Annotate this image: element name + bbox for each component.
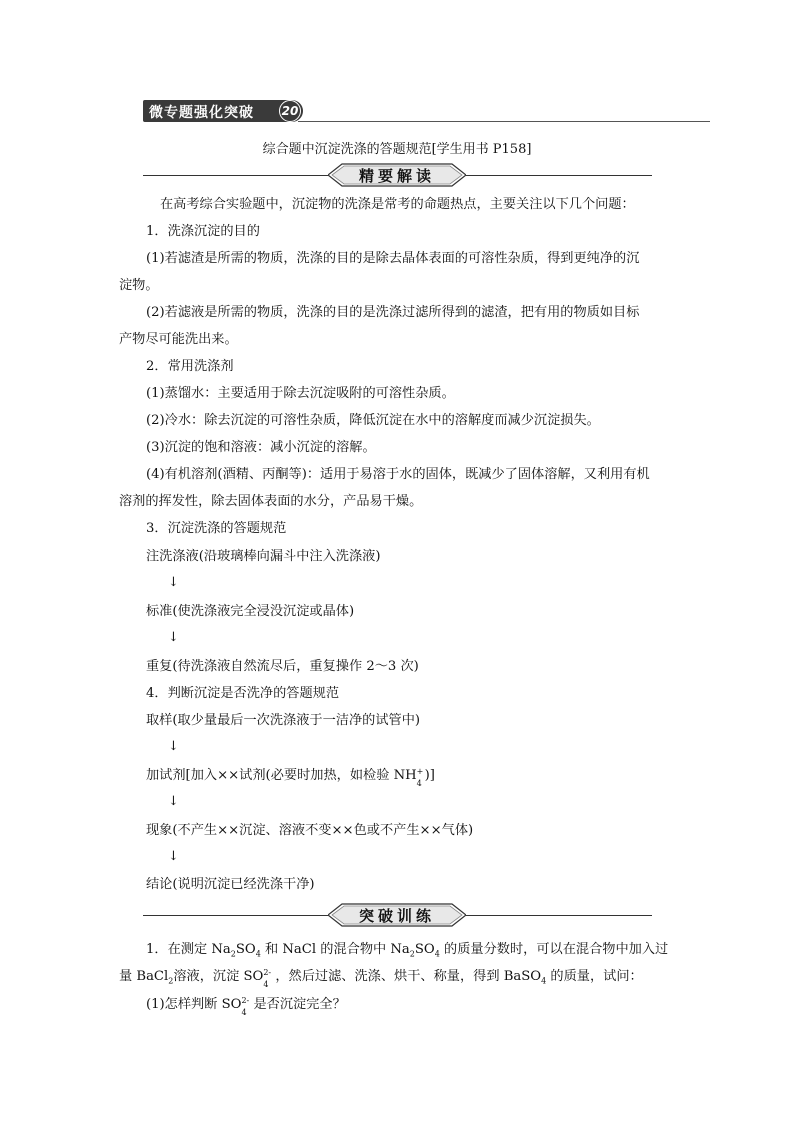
detergent-4b: 溶剂的挥发性，除去固体表面的水分，产品易干燥。	[119, 494, 423, 509]
sulfate-charge: 2-	[241, 996, 250, 1005]
banner-label: 微专题强化突破	[149, 105, 254, 121]
q-sub: 2	[409, 949, 415, 959]
q-sub: 2	[230, 949, 236, 959]
sulfate-script	[241, 996, 253, 1017]
section-title-essentials: 精要解读	[358, 167, 435, 185]
down-arrow-icon: ↓	[168, 739, 179, 754]
q-text: 的质量分数时，可以在混合物中加入过	[439, 942, 669, 957]
section-pill	[328, 903, 466, 925]
detergent-1: (1)蒸馏水：主要适用于除去沉淀吸附的可溶性杂质。	[146, 386, 455, 401]
q-sub: 4	[434, 949, 440, 959]
check-step-4: 结论(说明沉淀已经洗涤干净)	[146, 877, 315, 892]
down-arrow-icon: ↓	[168, 849, 179, 864]
heading-purpose: 1．洗涤沉淀的目的	[146, 224, 260, 239]
para-purpose-2a: (2)若滤液是所需的物质，洗涤的目的是洗涤过滤所得到的滤渣，把有用的物质如目标	[146, 305, 640, 320]
heading-wash-procedure: 3．沉淀洗涤的答题规范	[146, 521, 287, 536]
heading-detergents: 2．常用洗涤剂	[146, 359, 234, 374]
sulfate-charge: 2-	[263, 968, 272, 977]
sulfate-subscript: 4	[241, 1008, 247, 1017]
check-step-1: 取样(取少量最后一次洗涤液于一洁净的试管中)	[146, 713, 421, 728]
check-step-3: 现象(不产生××沉淀、溶液不变××色或不产生××气体)	[146, 823, 474, 838]
q-text: SO	[414, 942, 435, 957]
sulfate-script	[263, 968, 275, 989]
wash-step-3: 重复(待洗涤液自然流尽后，重复操作 2～3 次)	[146, 659, 419, 674]
section-rule-left	[143, 175, 328, 176]
question-1-line-2	[119, 968, 643, 989]
q-text: 是否沉淀完全？	[253, 997, 346, 1012]
banner-number: 20	[279, 100, 301, 122]
q-text: 和 NaCl 的混合物中 Na	[260, 942, 410, 957]
ammonium-charge: +	[416, 767, 424, 776]
down-arrow-icon: ↓	[168, 630, 179, 645]
detergent-4a: (4)有机溶剂(酒精、丙酮等)：适用于易溶于水的固体，既减少了固体溶解，又利用有机	[146, 467, 650, 482]
ammonium-subscript: 4	[416, 779, 422, 788]
q-text: 溶液，沉淀 SO	[173, 969, 264, 984]
q-sub: 4	[541, 976, 547, 986]
para-purpose-1b: 淀物。	[119, 278, 159, 293]
q-text: ，然后过滤、洗涤、烘干、称量，得到 BaSO	[275, 969, 542, 984]
detergent-2: (2)冷水：除去沉淀的可溶性杂质，降低沉淀在水中的溶解度而减少沉淀损失。	[146, 413, 600, 428]
question-1-line-1	[146, 941, 668, 959]
section-title-training: 突破训练	[358, 907, 435, 925]
down-arrow-icon: ↓	[168, 575, 179, 590]
sulfate-subscript: 4	[263, 980, 269, 989]
q-text: 的质量，试问：	[546, 969, 643, 984]
banner-rule	[298, 121, 710, 122]
section-pill	[328, 163, 466, 185]
check-step-2-end: )]	[424, 768, 435, 783]
q-text: 量 BaCl	[119, 969, 169, 984]
section-head-training	[0, 902, 794, 928]
q-text: (1)怎样判断 SO	[146, 997, 242, 1012]
q-text: SO	[235, 942, 256, 957]
check-step-2-text: 加试剂[加入××试剂(必要时加热，如检验 NH	[146, 768, 417, 783]
wash-step-2: 标准(使洗涤液完全浸没沉淀或晶体)	[146, 604, 355, 619]
check-step-2	[146, 767, 435, 788]
heading-check-procedure: 4．判断沉淀是否洗净的答题规范	[146, 686, 340, 701]
section-rule-right	[466, 915, 652, 916]
q-text: 1．在测定 Na	[146, 942, 231, 957]
intro-text: 在高考综合实验题中，沉淀物的洗涤是常考的命题热点，主要关注以下几个问题：	[160, 197, 635, 212]
topic-banner	[143, 100, 710, 123]
section-head-essentials	[0, 162, 794, 188]
wash-step-1: 注洗涤液(沿玻璃棒向漏斗中注入洗涤液)	[146, 549, 381, 564]
down-arrow-icon: ↓	[168, 794, 179, 809]
question-1-sub-1	[146, 996, 346, 1017]
section-rule-left	[143, 915, 328, 916]
page-subtitle: 综合题中沉淀洗涤的答题规范[学生用书 P158]	[262, 142, 532, 157]
q-sub: 2	[168, 976, 174, 986]
para-purpose-1a: (1)若滤渣是所需的物质，洗涤的目的是除去晶体表面的可溶性杂质，得到更纯净的沉	[146, 251, 640, 266]
section-rule-right	[466, 175, 652, 176]
q-sub: 4	[255, 949, 261, 959]
para-purpose-2b: 产物尽可能洗出来。	[119, 332, 238, 347]
ammonium-script	[416, 767, 425, 788]
detergent-3: (3)沉淀的饱和溶液：减小沉淀的溶解。	[146, 440, 376, 455]
banner-box	[143, 100, 303, 122]
